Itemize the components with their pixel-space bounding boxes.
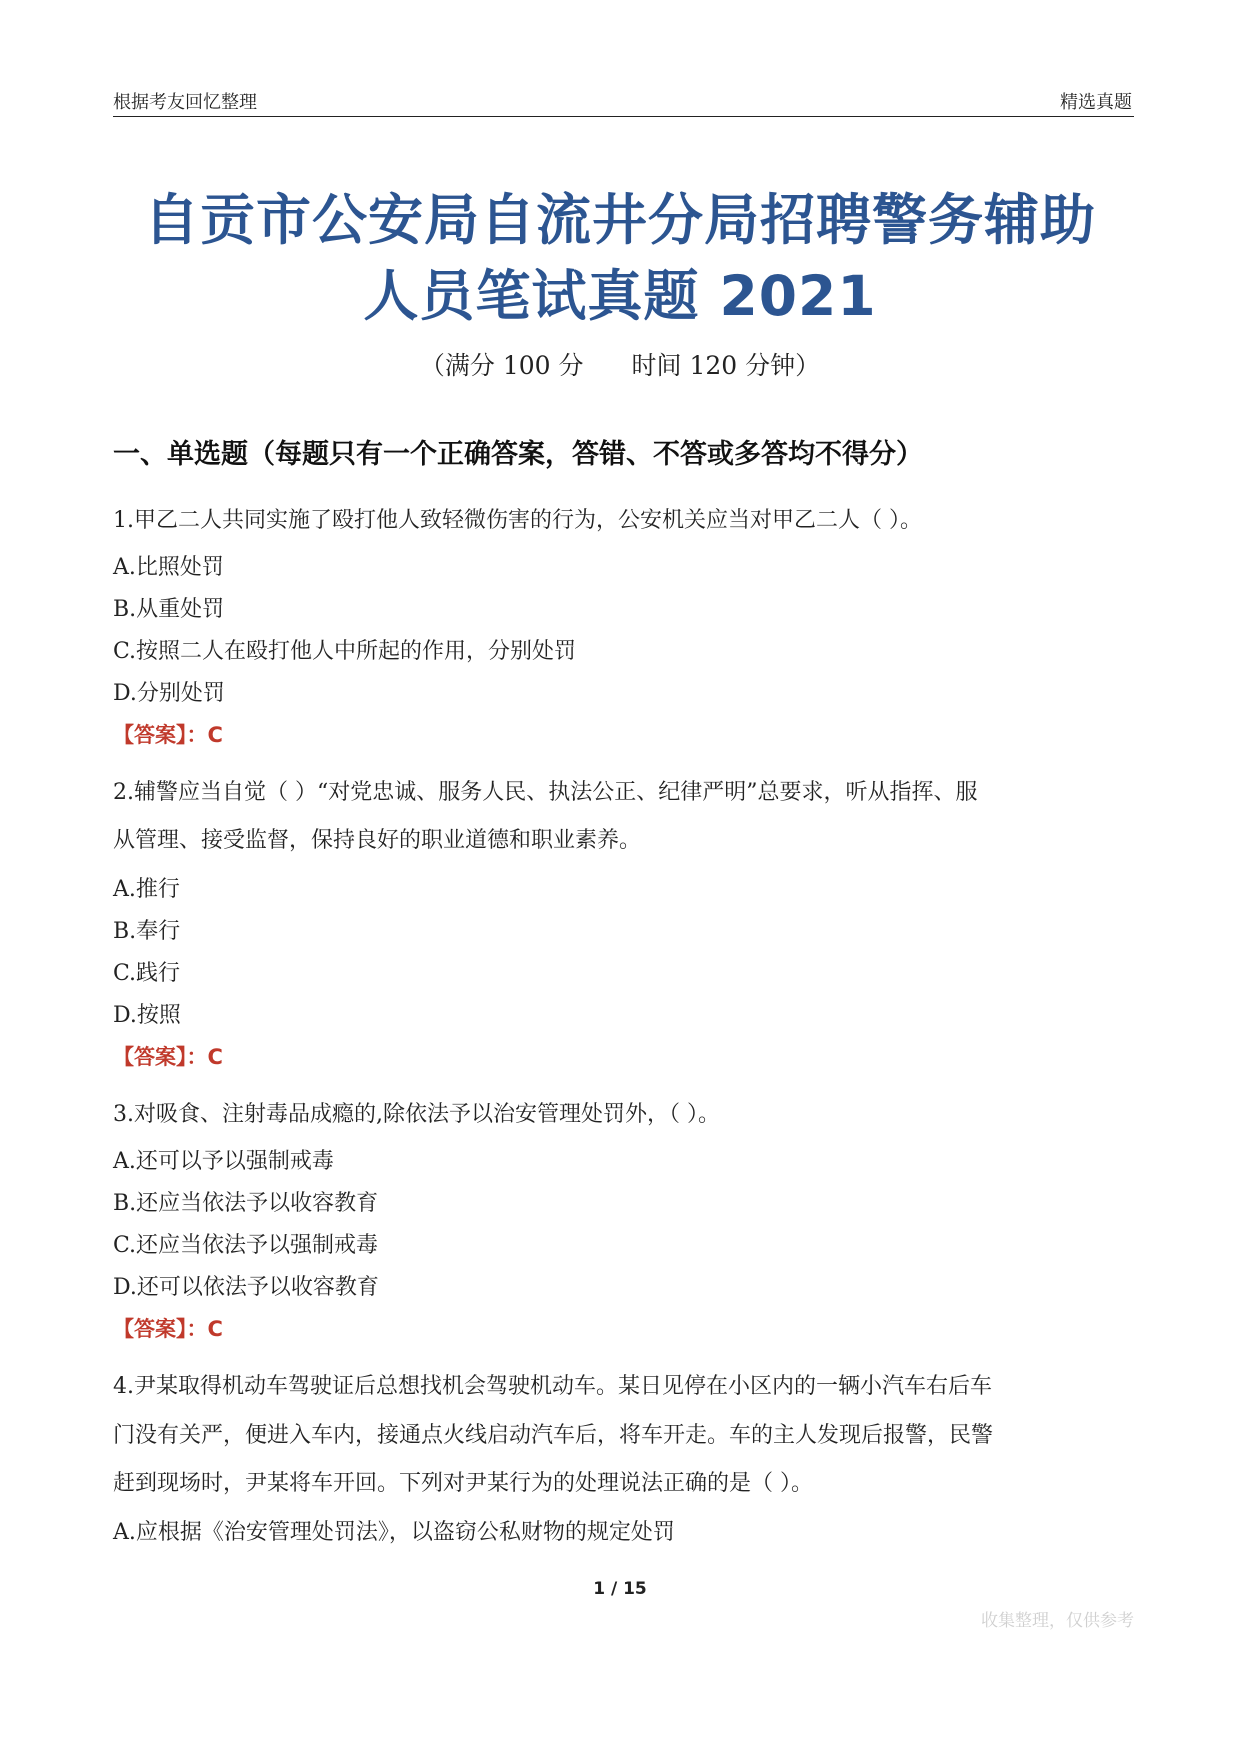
question-3-option-d: D.还可以依法予以收容教育 (113, 1275, 379, 1300)
exam-score: （满分 100 分 (419, 351, 584, 380)
page-header (113, 84, 1134, 117)
question-4-stem-line-2: 门没有关严，便进入车内，接通点火线启动汽车后，将车开走。车的主人发现后报警，民警 (113, 1423, 994, 1448)
question-1-option-d: D.分别处罚 (113, 681, 225, 706)
question-1-option-b: B.从重处罚 (113, 597, 225, 622)
question-1-answer: 【答案】：C (113, 723, 223, 747)
question-1-option-c: C.按照二人在殴打他人中所起的作用，分别处罚 (113, 639, 577, 664)
question-2-option-a: A.推行 (113, 877, 180, 902)
exam-info (0, 346, 1240, 382)
question-2-stem-line-1: 2.辅警应当自觉（ ）“对党忠诚、服务人民、执法公正、纪律严明”总要求，听从指挥、服 (113, 780, 978, 805)
document-title-line-1: 自贡市公安局自流井分局招聘警务辅助 (143, 188, 1096, 252)
question-3-stem: 3.对吸食、注射毒品成瘾的,除依法予以治安管理处罚外，（ ）。 (113, 1102, 720, 1127)
question-3-option-c: C.还应当依法予以强制戒毒 (113, 1233, 379, 1258)
exam-time: 时间 120 分钟） (631, 351, 821, 380)
document-title-line-2: 人员笔试真题 2021 (363, 264, 877, 328)
question-2-answer: 【答案】：C (113, 1045, 223, 1069)
question-2-option-c: C.践行 (113, 961, 181, 986)
section-heading: 一、单选题（每题只有一个正确答案，答错、不答或多答均不得分） (113, 439, 923, 470)
question-3-option-a: A.还可以予以强制戒毒 (113, 1149, 334, 1174)
question-3-option-b: B.还应当依法予以收容教育 (113, 1191, 379, 1216)
question-2-option-d: D.按照 (113, 1003, 181, 1028)
question-1-option-a: A.比照处罚 (113, 555, 224, 580)
watermark-text: 收集整理，仅供参考 (981, 1611, 1134, 1631)
question-4-stem-line-3: 赶到现场时，尹某将车开回。下列对尹某行为的处理说法正确的是（ ）。 (113, 1471, 813, 1496)
question-2-option-b: B.奉行 (113, 919, 181, 944)
header-right-text: 精选真题 (1060, 92, 1132, 113)
question-4-option-a: A.应根据《治安管理处罚法》，以盗窃公私财物的规定处罚 (113, 1520, 675, 1545)
question-1-stem: 1.甲乙二人共同实施了殴打他人致轻微伤害的行为，公安机关应当对甲乙二人（ ）。 (113, 508, 922, 533)
question-2-stem-line-2: 从管理、接受监督，保持良好的职业道德和职业素养。 (113, 828, 642, 853)
header-left-text: 根据考友回忆整理 (113, 92, 257, 113)
question-3-answer: 【答案】：C (113, 1317, 223, 1341)
page-number: 1 / 15 (593, 1579, 647, 1599)
question-4-stem-line-1: 4.尹某取得机动车驾驶证后总想找机会驾驶机动车。某日见停在小区内的一辆小汽车右后车 (113, 1374, 992, 1399)
